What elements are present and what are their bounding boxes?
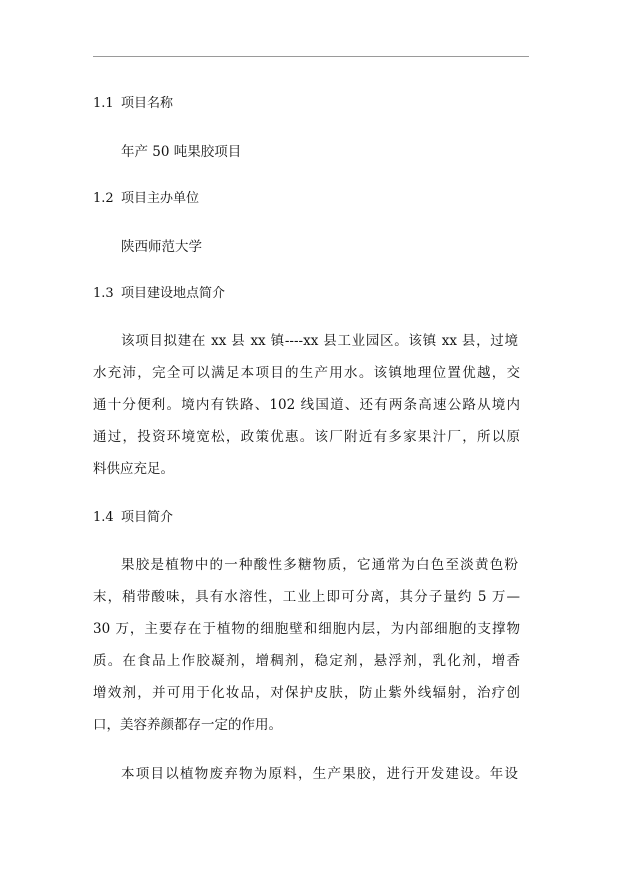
paragraph-line: 年产 50 吨果胶项目 xyxy=(121,144,242,160)
paragraph-line: 通十分便利。境内有铁路、102 线国道、还有两条高速公路从境内 xyxy=(93,397,520,413)
paragraph-line: 增效剂，并可用于化妆品，对保护皮肤，防止紫外线辐射，治疗创 xyxy=(93,685,520,701)
section-heading xyxy=(93,510,173,526)
paragraph-line: 口，美容养颜都存一定的作用。 xyxy=(93,717,282,733)
paragraph-line: 质。在食品上作胶凝剂，增稠剂，稳定剂，悬浮剂，乳化剂，增香 xyxy=(93,653,520,669)
paragraph-line: 果胶是植物中的一种酸性多糖物质，它通常为白色至淡黄色粉 xyxy=(121,557,518,573)
section-number: 1.2 xyxy=(93,191,114,206)
section-number: 1.4 xyxy=(93,510,114,525)
section-title: 项目主办单位 xyxy=(121,191,200,206)
section-title: 项目名称 xyxy=(121,96,174,111)
paragraph-line: 料供应充足。 xyxy=(93,461,174,477)
paragraph-line: 陕西师范大学 xyxy=(121,239,202,255)
paragraph-line: 该项目拟建在 xx 县 xx 镇----xx 县工业园区。该镇 xx 县，过境 xyxy=(121,333,518,349)
section-heading xyxy=(93,96,173,112)
paragraph-line: 30 万，主要存在于植物的细胞壁和细胞内层，为内部细胞的支撑物 xyxy=(93,621,520,637)
section-title: 项目建设地点简介 xyxy=(121,286,226,301)
section-title: 项目简介 xyxy=(121,510,174,525)
section-number: 1.1 xyxy=(93,96,114,111)
section-number: 1.3 xyxy=(93,286,114,301)
paragraph-line: 水充沛，完全可以满足本项目的生产用水。该镇地理位置优越，交 xyxy=(93,365,520,381)
section-heading xyxy=(93,191,199,207)
section-heading xyxy=(93,286,225,302)
paragraph-line: 通过，投资环境宽松，政策优惠。该厂附近有多家果汁厂，所以原 xyxy=(93,429,520,445)
header-rule xyxy=(93,56,529,57)
paragraph-line: 本项目以植物废弃物为原料，生产果胶，进行开发建设。年设 xyxy=(121,766,518,782)
paragraph-line: 末，稍带酸味，具有水溶性，工业上即可分离，其分子量约 5 万— xyxy=(93,589,520,605)
